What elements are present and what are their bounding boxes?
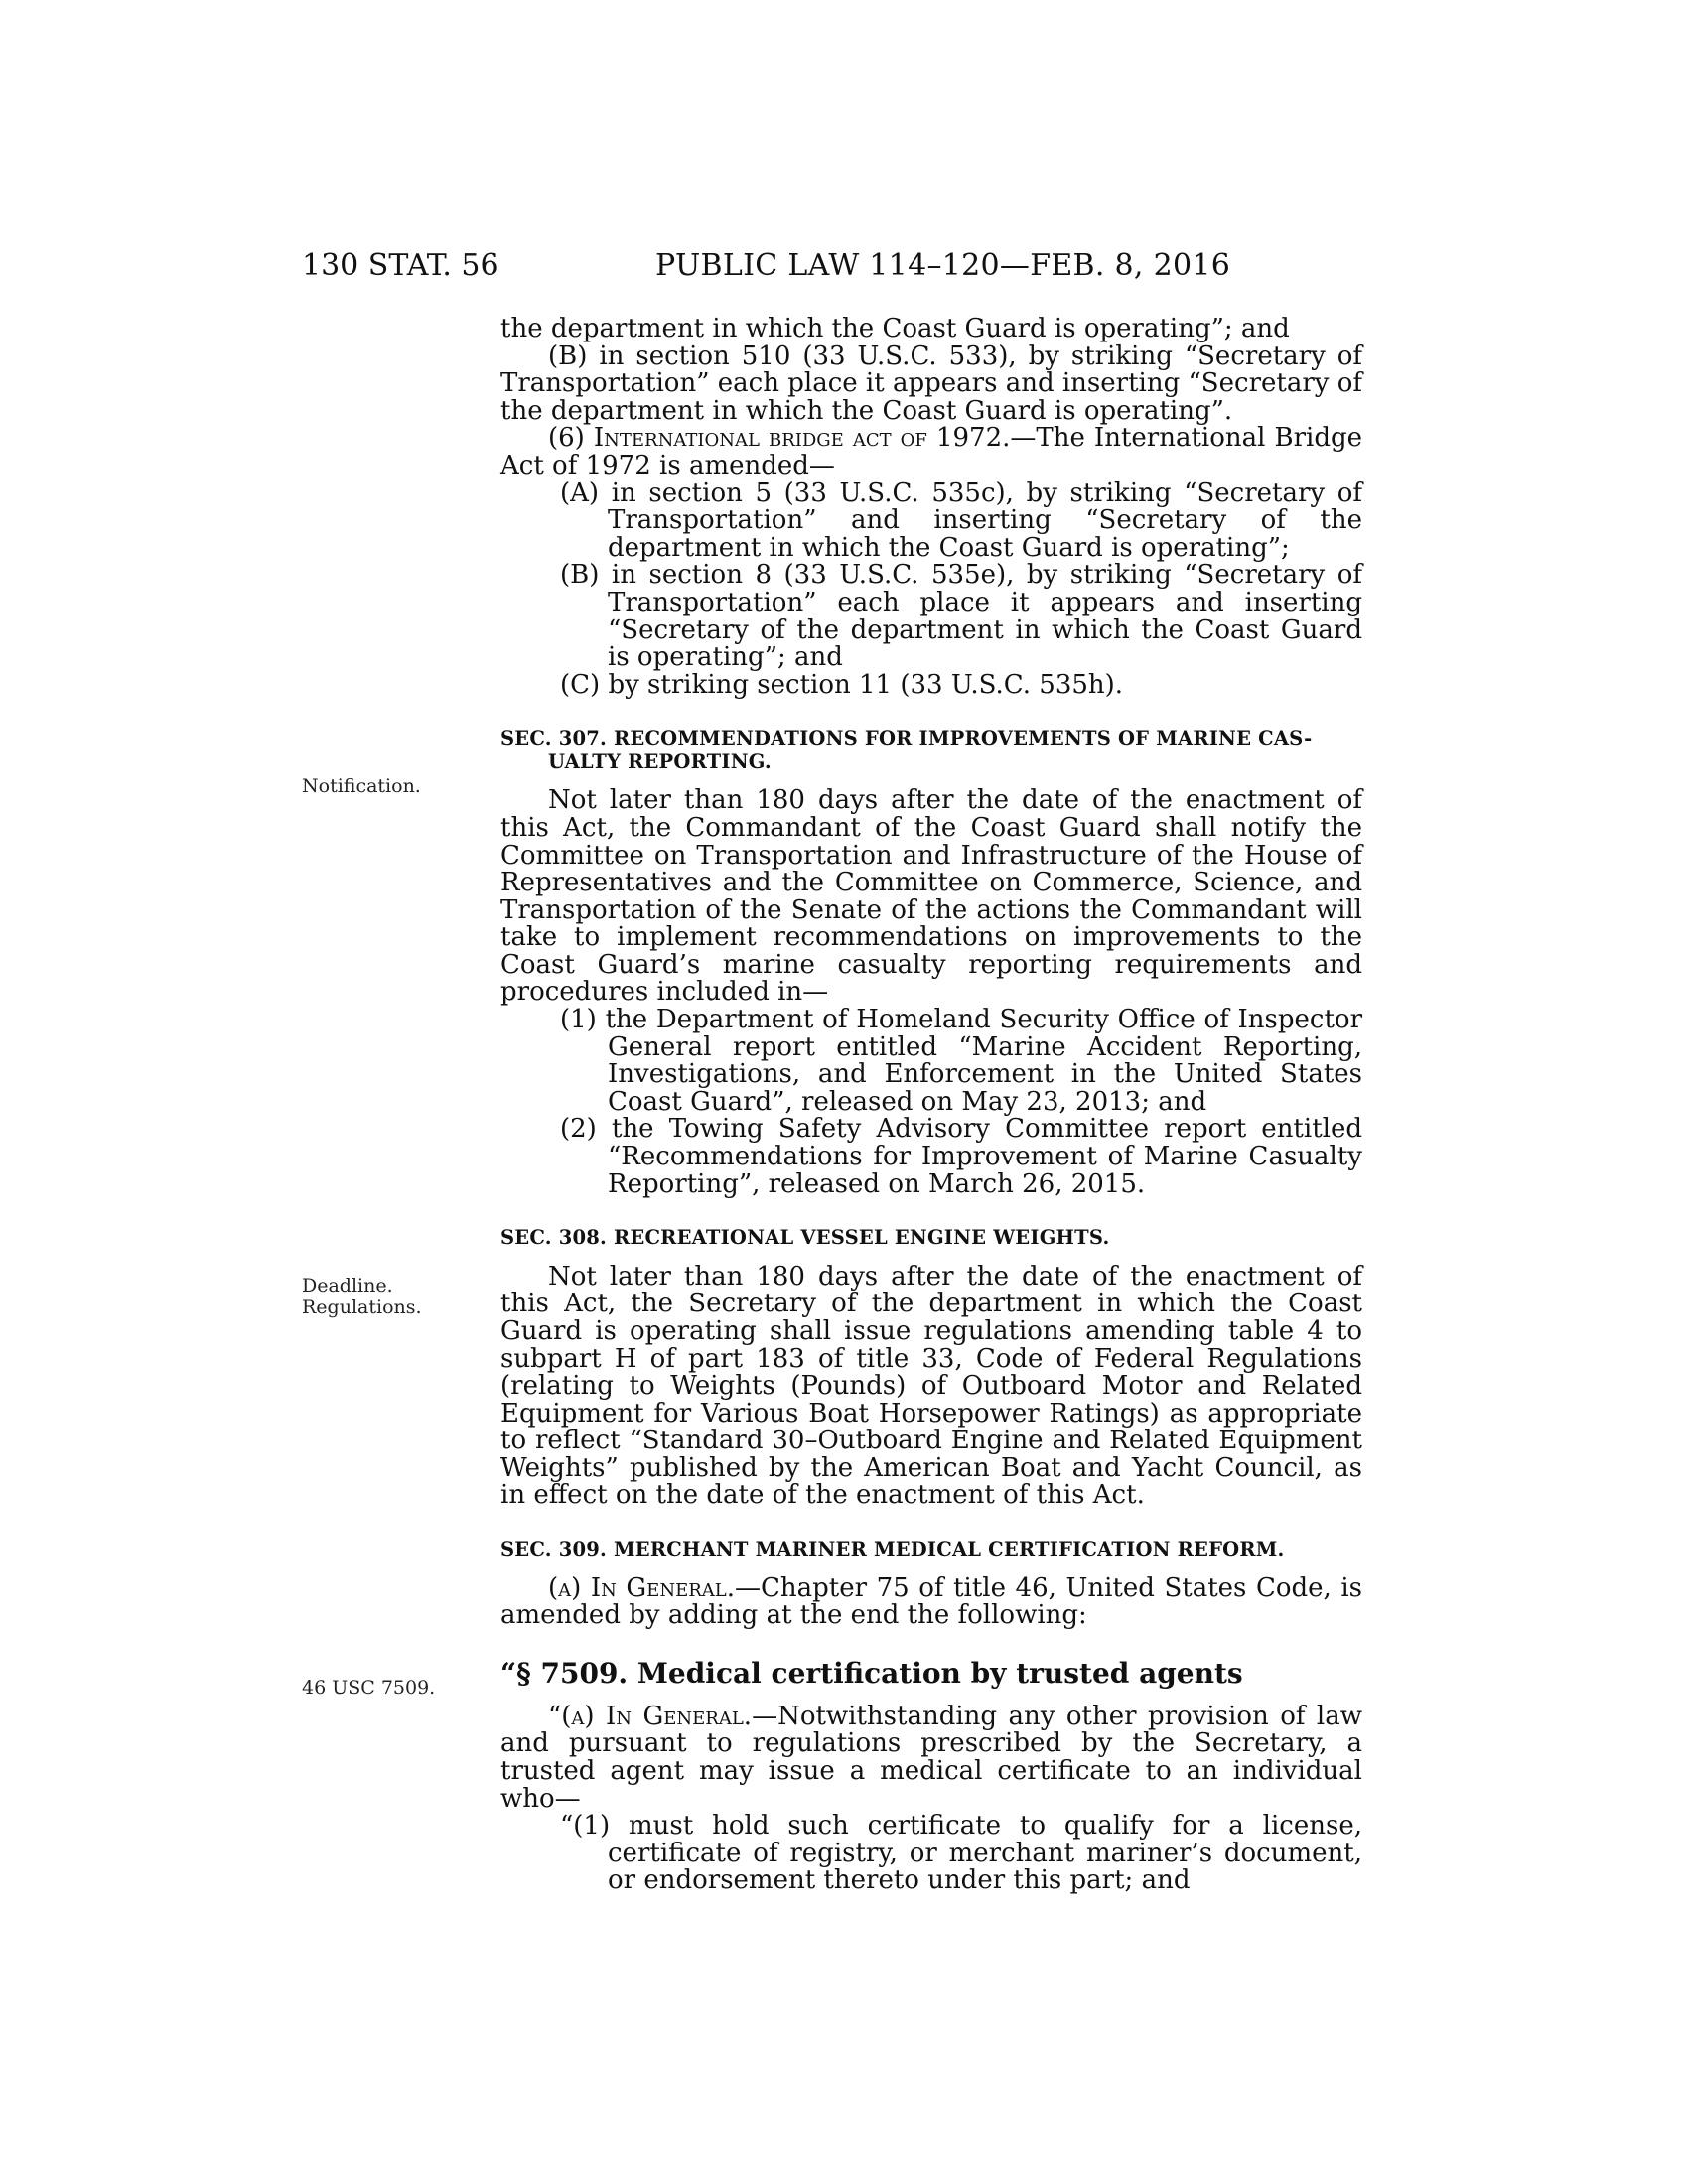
- section-307-heading: [500, 727, 1362, 773]
- stat-page-number: 130 STAT. 56: [302, 248, 499, 283]
- margin-note-regulations: Regulations.: [302, 1297, 422, 1318]
- paragraph-label: (6) International bridge act of 1972.: [548, 423, 1011, 454]
- paragraph: (A) in section 5 (33 U.S.C. 535c), by striking “Secretary of Transportation” and inserting “Secretary of the department in which the Coast Guard is operating”;: [560, 478, 1362, 563]
- paragraph: (1) the Department of Homeland Security Office of Inspector General report entitled “Marine Accident Reporting, Investigations, and Enforcement in the United States Coast Guard”, released on May 23, 2013; and: [560, 1005, 1362, 1117]
- section-7509-title: “§ 7509. Medical certification by trusted agents: [500, 1656, 1243, 1690]
- paragraph-label: “(a) In General.: [548, 1701, 753, 1731]
- paragraph-text: —Chapter 75 of title 46, United States Code, is amended by adding at the end the following:: [500, 1572, 1363, 1631]
- paragraph: (B) in section 8 (33 U.S.C. 535e), by striking “Secretary of Transportation” each place it appears and inserting “Secretary of the department in which the Coast Guard is operating”; and: [560, 560, 1362, 673]
- section-309-heading: SEC. 309. MERCHANT MARINER MEDICAL CERTIFICATION REFORM.: [500, 1538, 1285, 1562]
- paragraph-label: (a) In General.: [548, 1572, 735, 1603]
- paragraph-text: —The International Bridge Act of 1972 is amended—: [500, 423, 1362, 480]
- paragraph: [500, 1572, 1363, 1631]
- paragraph: (C) by striking section 11 (33 U.S.C. 535h).: [560, 669, 1124, 700]
- margin-note-notification: Notification.: [302, 775, 421, 797]
- public-law-title: PUBLIC LAW 114–120—FEB. 8, 2016: [655, 248, 1231, 283]
- paragraph: (B) in section 510 (33 U.S.C. 533), by striking “Secretary of Transportation” each place it appears and inserting “Secretary of the department in which the Coast Guard is operating”.: [500, 341, 1362, 426]
- paragraph: Not later than 180 days after the date of the enactment of this Act, the Commandant of the Coast Guard shall notify the Committee on Transportation and Infrastructure of the House of Representatives and the Committee on Commerce, Science, and Transportation of the Senate of the actions the Commandant will take to implement recommendations on improvements to the Coast Guard’s marine casualty reporting requirements and procedures included in—: [500, 785, 1362, 1008]
- margin-note-deadline: Deadline.: [302, 1275, 393, 1297]
- heading-line: SEC. 307. RECOMMENDATIONS FOR IMPROVEMENTS OF MARINE CAS-: [500, 727, 1313, 751]
- paragraph: [500, 425, 1362, 479]
- paragraph: the department in which the Coast Guard is operating”; and: [500, 314, 1290, 343]
- document-body: [500, 316, 1362, 1895]
- paragraph: Not later than 180 days after the date of the enactment of this Act, the Secretary of the department in which the Coast Guard is operating shall issue regulations amending table 4 to subpart H of part 183 of title 33, Code of Federal Regulations (relating to Weights (Pounds) of Outboard Motor and Related Equipment for Various Boat Horsepower Ratings) as appropriate to reflect “Standard 30–Outboard Engine and Related Equipment Weights” published by the American Boat and Yacht Council, as in effect on the date of the enactment of this Act.: [500, 1261, 1362, 1511]
- paragraph-text: —Notwithstanding any other provision of law and pursuant to regulations prescribed by the Secretary, a trusted agent may issue a medical certificate to an individual who—: [500, 1701, 1362, 1814]
- paragraph: (2) the Towing Safety Advisory Committee report entitled “Recommendations for Improvement of Marine Casualty Reporting”, released on March 26, 2015.: [560, 1114, 1362, 1199]
- paragraph: [500, 1701, 1362, 1814]
- page-header: [0, 248, 1688, 288]
- paragraph: “(1) must hold such certificate to qualify for a license, certificate of registry, or merchant mariner’s document, or endorsement thereto under this part; and: [560, 1811, 1362, 1896]
- section-308-heading: SEC. 308. RECREATIONAL VESSEL ENGINE WEIGHTS.: [500, 1226, 1110, 1250]
- heading-line: UALTY REPORTING.: [548, 750, 772, 773]
- margin-note-usc: 46 USC 7509.: [302, 1677, 436, 1699]
